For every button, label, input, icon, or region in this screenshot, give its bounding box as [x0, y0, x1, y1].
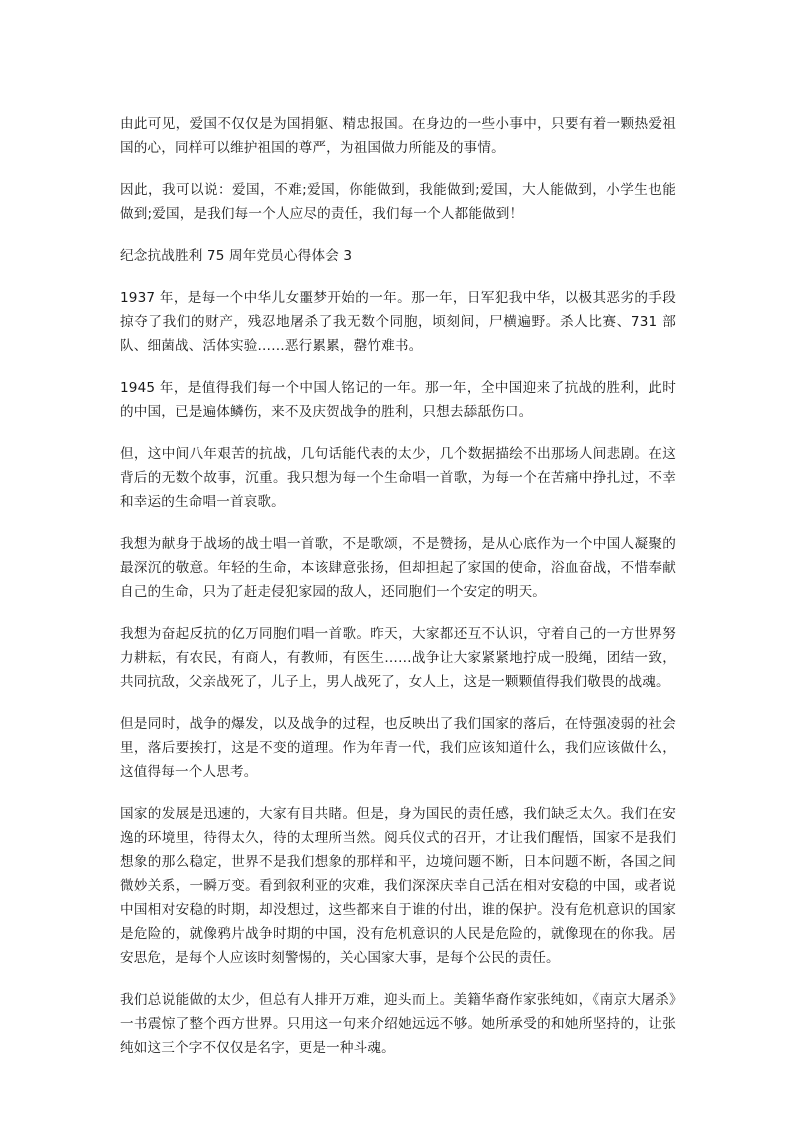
paragraph-backwardness: 但是同时，战争的爆发，以及战争的过程，也反映出了我们国家的落后，在恃强凌弱的社会里，落后要挨打，这是不变的道理。作为年青一代，我们应该知道什么，我们应该做什么，这值得每一个人思考。 [120, 716, 676, 780]
paragraph-national-development: 国家的发展是迅速的，大家有目共睹。但是，身为国民的责任感，我们缺乏太久。我们在安逸的环境里，待得太久，待的太理所当然。阅兵仪式的召开，才让我们醒悟，国家不是我们想象的那么稳定，世界不是我们想象的那样和平，边境问题不断，日本问题不断，各国之间微妙关系，一瞬万变。看到叙利亚的灾难，我们深深庆幸自己活在相对安稳的中国，或者说中国相对安稳的时期，却没想过，这些都来自于谁的付出，谁的保护。没有危机意识的国家是危险的，就像鸦片战争时期的中国，没有危机意识的人民是危险的，就像现在的你我。居安思危，是每个人应该时刻警惕的，关心国家大事，是每个公民的责任。 [120, 806, 676, 966]
document-body [120, 112, 676, 1078]
paragraph-patriotism-conclusion: 由此可见，爱国不仅仅是为国捐躯、精忠报国。在身边的一些小事中，只要有着一颗热爱祖国的心，同样可以维护祖国的尊严，为祖国做力所能及的事情。 [120, 116, 676, 156]
paragraph-soldiers: 我想为献身于战场的战士唱一首歌，不是歌颂，不是赞扬，是从心底作为一个中国人凝聚的最深沉的敬意。年轻的生命，本该肆意张扬，但却担起了家国的使命，浴血奋战，不惜奉献自己的生命，只为了赶走侵犯家园的敌人，还同胞们一个安定的明天。 [120, 536, 676, 600]
section-heading: 纪念抗战胜利 75 周年党员心得体会 3 [120, 248, 353, 264]
paragraph-compatriots: 我想为奋起反抗的亿万同胞们唱一首歌。昨天，大家都还互不认识，守着自己的一方世界努力耕耘，有农民，有商人，有教师，有医生……战争让大家紧紧地拧成一股绳，团结一致，共同抗敌，父亲战死了，儿子上，男人战死了，女人上，这是一颗颗值得我们敬畏的战魂。 [120, 626, 676, 690]
paragraph-1945: 1945 年，是值得我们每一个中国人铭记的一年。那一年，全中国迎来了抗战的胜利，此时的中国，已是遍体鳞伤，来不及庆贺战争的胜利，只想去舔舐伤口。 [120, 380, 676, 420]
paragraph-patriotism-summary: 因此，我可以说：爱国，不难;爱国，你能做到，我能做到;爱国，大人能做到，小学生也能做到;爱国，是我们每一个人应尽的责任，我们每一个人都能做到！ [120, 182, 676, 222]
paragraph-iris-chang: 我们总说能做的太少，但总有人排开万难，迎头而上。美籍华裔作家张纯如，《南京大屠杀》一书震惊了整个西方世界。只用这一句来介绍她远远不够。她所承受的和她所坚持的，让张纯如这三个字不仅仅是名字，更是一种斗魂。 [120, 992, 676, 1056]
paragraph-eight-years: 但，这中间八年艰苦的抗战，几句话能代表的太少，几个数据描绘不出那场人间悲剧。在这背后的无数个故事，沉重。我只想为每一个生命唱一首歌，为每一个在苦痛中挣扎过，不幸和幸运的生命唱一首哀歌。 [120, 446, 676, 510]
paragraph-1937: 1937 年，是每一个中华儿女噩梦开始的一年。那一年，日军犯我中华，以极其恶劣的手段掠夺了我们的财产，残忍地屠杀了我无数个同胞，顷刻间，尸横遍野。杀人比赛、731 部队、细菌战、活体实验……恶行累累，罄竹难书。 [120, 290, 676, 354]
